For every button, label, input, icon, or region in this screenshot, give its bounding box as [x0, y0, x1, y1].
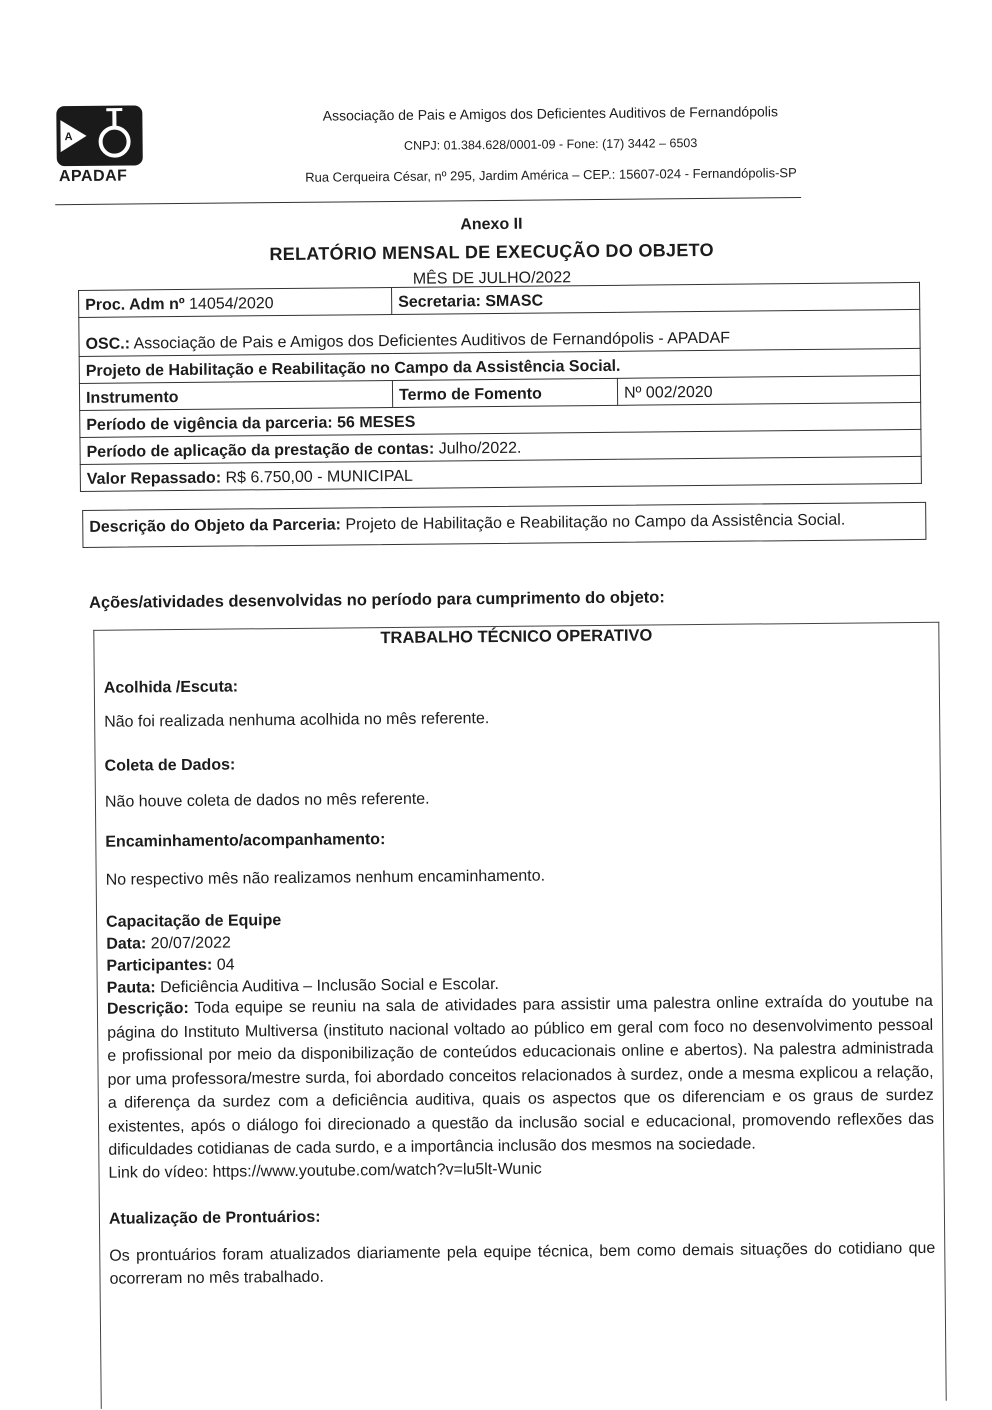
acolhida-text: Não foi realizada nenhuma acolhida no mês referente.	[104, 706, 930, 732]
address: Rua Cerqueira César, nº 295, Jardim América – CEP.: 15607-024 - Fernandópolis-SP	[55, 163, 992, 188]
report-month: MÊS DE JULHO/2022	[0, 265, 988, 293]
secretaria-cell: Secretaria: SMASC	[392, 282, 920, 314]
osc-label: OSC.:	[85, 335, 130, 352]
logo-text: APADAF	[59, 168, 128, 187]
prontuarios-heading: Atualização de Prontuários:	[109, 1202, 935, 1228]
vigencia-cell: Período de vigência da parceria: 56 MESES	[80, 402, 921, 437]
object-description-box	[82, 502, 926, 548]
header-divider	[55, 197, 801, 205]
capacitacao-data	[106, 928, 932, 954]
prontuarios-text: Os prontuários foram atualizados diariamente pela equipe técnica, bem como demais situações do cotidiano que ocorreram no mês trabalhado.	[109, 1236, 935, 1291]
proc-label: Proc. Adm nº	[85, 296, 185, 314]
coleta-heading: Coleta de Dados:	[105, 750, 931, 776]
cnpj-phone: CNPJ: 01.384.628/0001-09 - Fone: (17) 3442 – 6503	[55, 133, 992, 157]
info-table	[78, 282, 922, 492]
capacitacao-participantes	[106, 950, 932, 976]
instrumento-cell: Instrumento	[79, 380, 392, 410]
encaminhamento-text: No respectivo mês não realizamos nenhum encaminhamento.	[106, 864, 932, 890]
org-name: Associação de Pais e Amigos dos Deficientes Auditivos de Fernandópolis	[54, 101, 992, 127]
acolhida-heading: Acolhida /Escuta:	[104, 672, 930, 698]
descricao-value: Toda equipe se reuniu na sala de atividades para assistir uma palestra online extraída do youtube na página do Instituto Multiversa (instituto nacional voltado ao público em geral com foco no desenvolvimento pessoal e profissional por meio da disponibilização de conteúdos educacionais online e abertos). Na palestra administrada por uma professora/mestre surda, foi abordado conceitos relacionados à surdez, onde a mesma explicou a relação, a diferença da surdez com a deficiência auditiva, quais os aspectos que os diferenciam e os graus de surdez existentes, após o diálogo foi direcionado a questão da inclusão social e educacional, promovendo reflexões das dificuldades cotidianas de cada surdo, e a importância inclusão dos mesmos na sociedade.	[107, 993, 934, 1159]
data-label: Data:	[106, 935, 146, 952]
annex-title: Anexo II	[0, 211, 987, 239]
actions-heading: Ações/atividades desenvolvidas no período para cumprimento do objeto:	[89, 588, 665, 613]
report-title: RELATÓRIO MENSAL DE EXECUÇÃO DO OBJETO	[0, 237, 988, 268]
object-description-label: Descrição do Objeto da Parceria:	[89, 516, 341, 535]
activities-content	[104, 672, 936, 1291]
proc-cell	[79, 287, 392, 317]
termo-cell: Termo de Fomento	[392, 378, 617, 407]
proc-value: 14054/2020	[185, 295, 274, 313]
pauta-label: Pauta:	[107, 979, 156, 996]
valor-label: Valor Repassado:	[87, 470, 221, 488]
encaminhamento-heading: Encaminhamento/acompanhamento:	[105, 826, 931, 852]
osc-value: Associação de Pais e Amigos dos Deficientes Auditivos de Fernandópolis - APADAF	[130, 330, 730, 353]
object-description-value: Projeto de Habilitação e Reabilitação no Campo da Assistência Social.	[341, 512, 845, 534]
capacitacao-descricao	[107, 990, 935, 1162]
aplicacao-value: Julho/2022.	[434, 440, 521, 458]
aplicacao-label: Período de aplicação da prestação de contas:	[87, 441, 435, 461]
frame-title: TRABALHO TÉCNICO OPERATIVO	[93, 624, 939, 651]
projeto-cell: Projeto de Habilitação e Reabilitação no Campo da Assistência Social.	[79, 348, 920, 383]
data-value: 20/07/2022	[146, 935, 231, 953]
pauta-value: Deficiência Auditiva – Inclusão Social e Escolar.	[156, 976, 499, 996]
svg-text:A: A	[65, 131, 73, 143]
valor-value: R$ 6.750,00 - MUNICIPAL	[221, 468, 413, 487]
capacitacao-heading: Capacitação de Equipe	[106, 906, 932, 932]
descricao-label: Descrição:	[107, 1000, 189, 1018]
participantes-label: Participantes:	[106, 957, 212, 975]
numero-cell: Nº 002/2020	[617, 375, 920, 405]
coleta-text: Não houve coleta de dados no mês referente.	[105, 786, 931, 812]
participantes-value: 04	[212, 957, 234, 974]
video-link[interactable]: Link do vídeo: https://www.youtube.com/watch?v=lu5lt-Wunic	[108, 1156, 934, 1182]
